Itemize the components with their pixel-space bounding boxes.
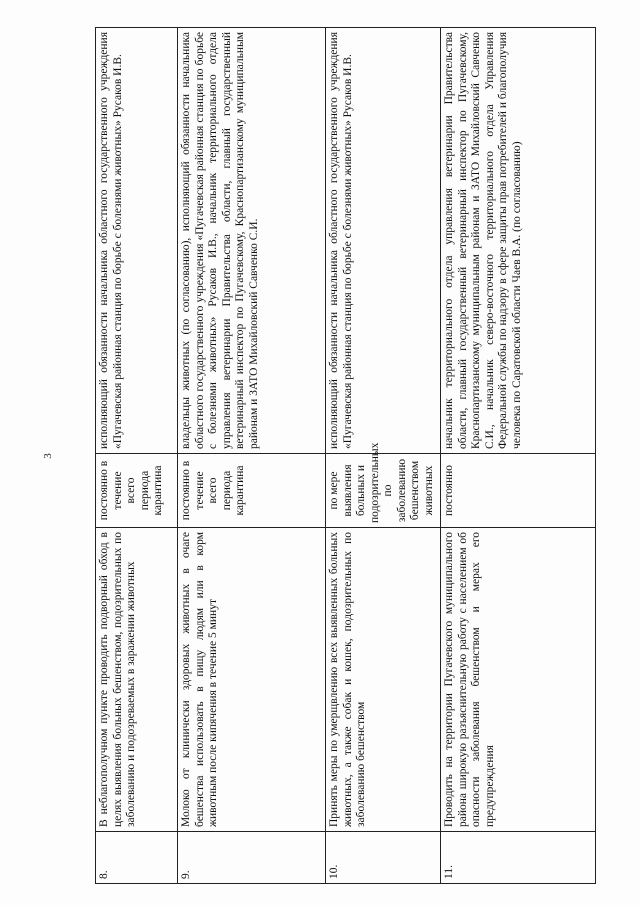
rotated-table-frame	[95, 28, 595, 884]
measure-text: Молоко от клинически здоровых животных в очаге бешенства использовать в пищу людям или в корм животным после кипячения в течение 5 минут	[178, 528, 326, 832]
term-text: постоянно в течение всего периода карантина	[96, 454, 178, 528]
row-number: 10.	[326, 832, 441, 884]
measure-text: В неблагополучном пункте проводить подворный обход в целях выявления больных бешенством, подозрительных по заболеванию и подозреваемых в заражении животных	[96, 528, 178, 832]
responsible-text: владельцы животных (по согласованию), исполняющий обязанности начальника областного государственного учреждения «Пугачевская районная станция по борьбе с болезнями животных» Русаков И.В., начальник территориального отдела управления ветеринарии Правительства области, главный государственный ветеринарный инспектор по Пугачевскому, Краснопартизанскому муниципальным районам и ЗАТО Михайловский Савченко С.И.	[178, 28, 326, 454]
measures-table	[95, 27, 596, 884]
responsible-text: начальник территориального отдела управления ветеринарии Правительства области, главный государственный ветеринарный инспектор по Пугачевскому, Краснопартизанскому муниципальным районам и ЗАТО Михайловский Савченко С.И., начальник северо-восточного территориального отдела Управления Федеральной службы по надзору в сфере защиты прав потребителей и благополучия человека по Саратовской области Чаев В.А. (по согласованию)	[441, 28, 596, 454]
measure-text: Принять меры по умерщвлению всех выявленных больных животных, а также собак и кошек, подозрительных по заболеванию бешенством	[326, 528, 441, 832]
measure-text: Проводить на территории Пугачевского муниципального района широкую разъяснительную работу с населением об опасности заболевания бешенством и мерах его предупреждения	[441, 528, 596, 832]
responsible-text: исполняющий обязанности начальника областного государственного учреждения «Пугачевская районная станция по борьбе с болезнями животных» Русаков И.В.	[326, 28, 441, 454]
measures-table-container	[95, 28, 595, 884]
page-number: 3	[42, 453, 54, 459]
responsible-text: исполняющий обязанности начальника областного государственного учреждения «Пугачевская районная станция по борьбе с болезнями животных» Русаков И.В.	[96, 28, 178, 454]
table-row	[326, 28, 441, 884]
row-number: 8.	[96, 832, 178, 884]
term-text: постоянно	[441, 454, 596, 528]
table-row	[441, 28, 596, 884]
term-text: по мере выявления больных и подозрительных по заболеванию бешенством животных	[326, 454, 441, 528]
row-number: 9.	[178, 832, 326, 884]
term-text: постоянно в течение всего периода карантина	[178, 454, 326, 528]
table-row	[96, 28, 178, 884]
row-number: 11.	[441, 832, 596, 884]
table-row	[178, 28, 326, 884]
